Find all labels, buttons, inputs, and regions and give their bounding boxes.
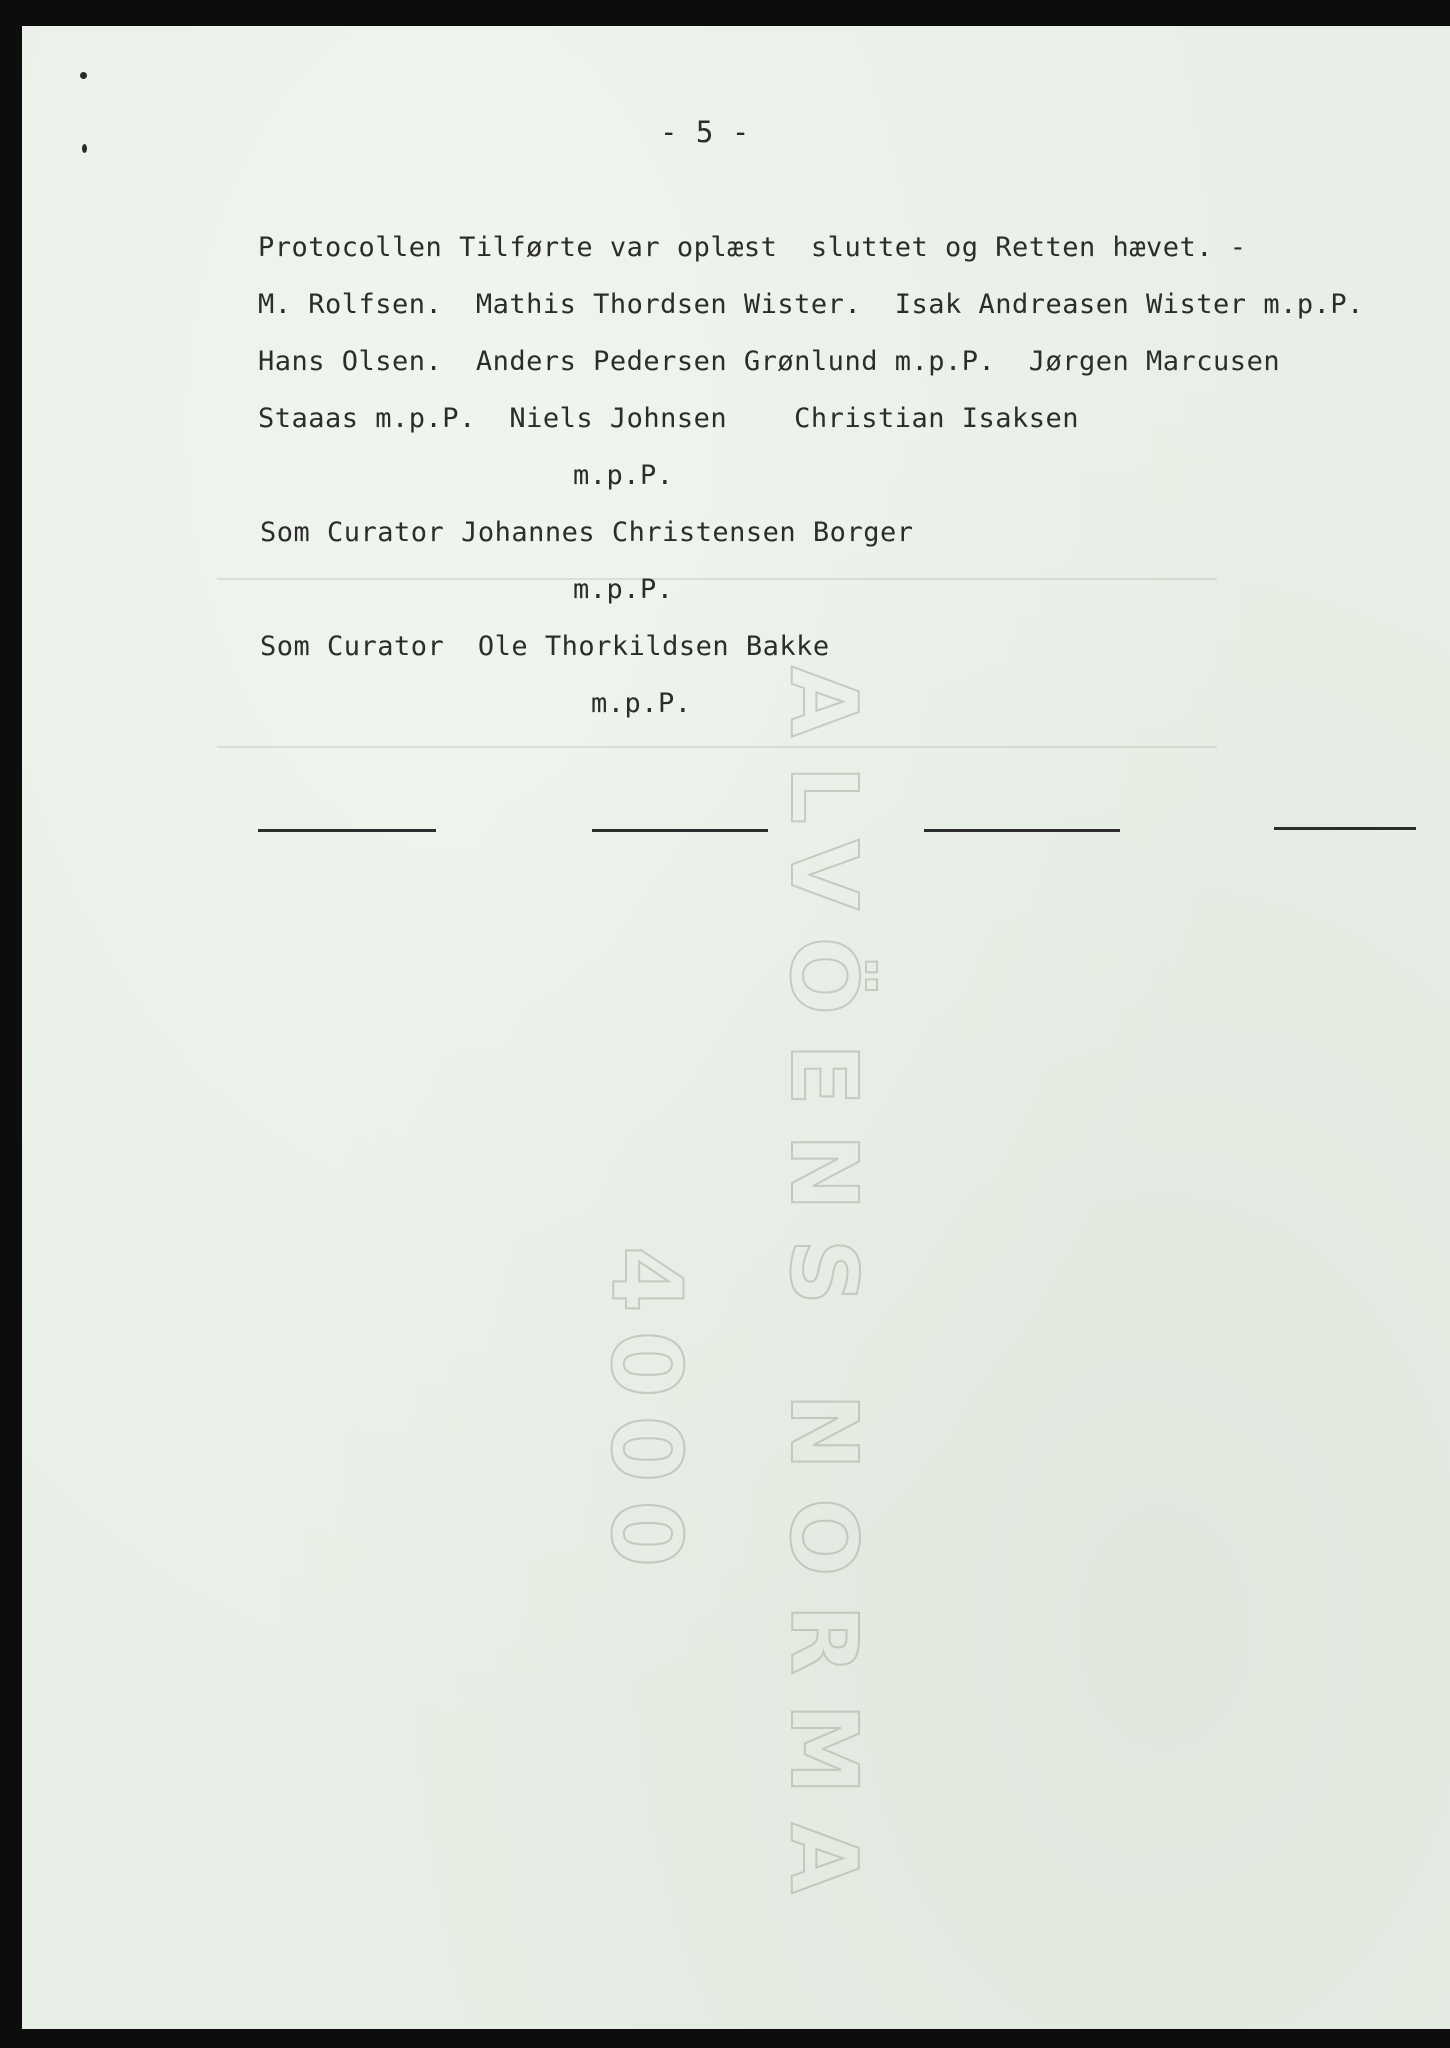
paper-watermark (577, 666, 907, 2046)
closing-rule-1 (258, 829, 436, 832)
text-line-6: Som Curator Johannes Christensen Borger (260, 517, 914, 548)
text-line-7: m.p.P. (573, 574, 674, 605)
watermark-text-2: 4000 (590, 1246, 702, 1586)
text-line-5: m.p.P. (573, 460, 674, 491)
watermark-text-1: ALVÖENS NORMA (770, 666, 877, 1922)
text-line-9: m.p.P. (591, 688, 692, 719)
paper-sheet (22, 26, 1450, 2029)
show-through-line (217, 578, 1217, 580)
closing-rule-2 (592, 829, 768, 832)
margin-speck (82, 144, 87, 153)
text-line-4: Staaas m.p.P. Niels Johnsen Christian Isaksen (258, 403, 1080, 434)
text-line-8: Som Curator Ole Thorkildsen Bakke (260, 631, 830, 662)
closing-rule-4 (1274, 827, 1416, 830)
text-line-1: Protocollen Tilførte var oplæst sluttet og Retten hævet. - (258, 232, 1247, 263)
closing-rule-3 (924, 829, 1120, 832)
text-line-2: M. Rolfsen. Mathis Thordsen Wister. Isak Andreasen Wister m.p.P. (258, 289, 1364, 320)
text-line-3: Hans Olsen. Anders Pedersen Grønlund m.p.P. Jørgen Marcusen (258, 346, 1281, 377)
page-number: - 5 - (660, 115, 750, 149)
margin-speck (80, 72, 87, 79)
